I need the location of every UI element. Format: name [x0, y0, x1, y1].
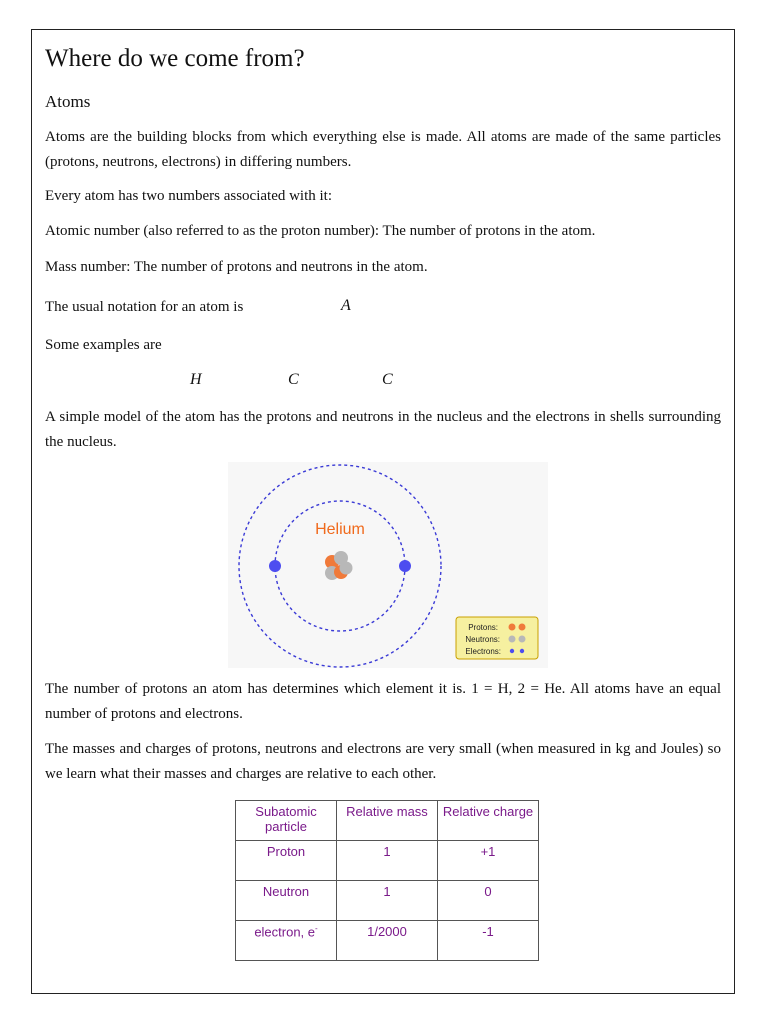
header-subatomic-particle: Subatomic particle [236, 801, 337, 841]
legend-box [456, 617, 538, 659]
cell-charge: -1 [438, 921, 539, 961]
header-relative-mass: Relative mass [337, 801, 438, 841]
legend-neutron-dot [519, 636, 526, 643]
subatomic-particles-table [235, 800, 539, 961]
cell-mass: 1/2000 [337, 921, 438, 961]
legend-proton-dot [519, 624, 526, 631]
example-carbon-1: C [288, 371, 299, 388]
legend-neutron-dot [509, 636, 516, 643]
helium-label: Helium [315, 521, 365, 538]
legend-electron-dot [520, 649, 524, 653]
table-row [236, 881, 539, 921]
cell-mass: 1 [337, 841, 438, 881]
paragraph-masses-charges: The masses and charges of protons, neutrons and electrons are very small (when measured in kg and Joules) so we learn what their masses and charges are relative to each other. [45, 741, 721, 782]
cell-particle: Neutron [236, 881, 337, 921]
table-row [236, 841, 539, 881]
helium-diagram-svg [228, 462, 548, 668]
paragraph-mass-number: Mass number: The number of protons and neutrons in the atom. [45, 259, 428, 275]
cell-charge: +1 [438, 841, 539, 881]
electron-superscript: - [315, 924, 318, 933]
header-relative-charge: Relative charge [438, 801, 539, 841]
nucleus-neutron [340, 562, 353, 575]
paragraph-atom-model: A simple model of the atom has the protons and neutrons in the nucleus and the electrons in shells surrounding the nucleus. [45, 409, 721, 450]
legend-neutrons-label: Neutrons: [465, 635, 500, 644]
cell-charge: 0 [438, 881, 539, 921]
paragraph-atoms-intro: Atoms are the building blocks from which everything else is made. All atoms are made of the same particles (protons, neutrons, electrons) in differing numbers. [45, 129, 721, 170]
legend-proton-dot [509, 624, 516, 631]
cell-mass: 1 [337, 881, 438, 921]
example-carbon-2: C [382, 371, 393, 388]
electron-left [269, 560, 281, 572]
electron-name: electron, e [254, 924, 316, 940]
legend-protons-label: Protons: [468, 623, 498, 632]
paragraph-atomic-number: Atomic number (also referred to as the proton number): The number of protons in the atom. [45, 223, 596, 239]
legend-electrons-label: Electrons: [465, 647, 501, 656]
electron-right [399, 560, 411, 572]
paragraph-examples: Some examples are [45, 337, 162, 353]
example-hydrogen: H [190, 371, 202, 388]
paragraph-two-numbers: Every atom has two numbers associated with it: [45, 188, 333, 204]
helium-atom-diagram [228, 462, 548, 668]
section-heading-atoms: Atoms [45, 92, 91, 111]
paragraph-protons-element: The number of protons an atom has determines which element it is. 1 = H, 2 = He. All atoms have an equal number of protons and electrons. [45, 681, 721, 722]
cell-particle [236, 921, 337, 961]
table-row [236, 921, 539, 961]
table-header-row [236, 801, 539, 841]
page-title: Where do we come from? [45, 45, 305, 72]
paragraph-notation: The usual notation for an atom is [45, 299, 244, 315]
notation-symbol: A [341, 297, 351, 314]
legend-electron-dot [510, 649, 514, 653]
cell-particle: Proton [236, 841, 337, 881]
